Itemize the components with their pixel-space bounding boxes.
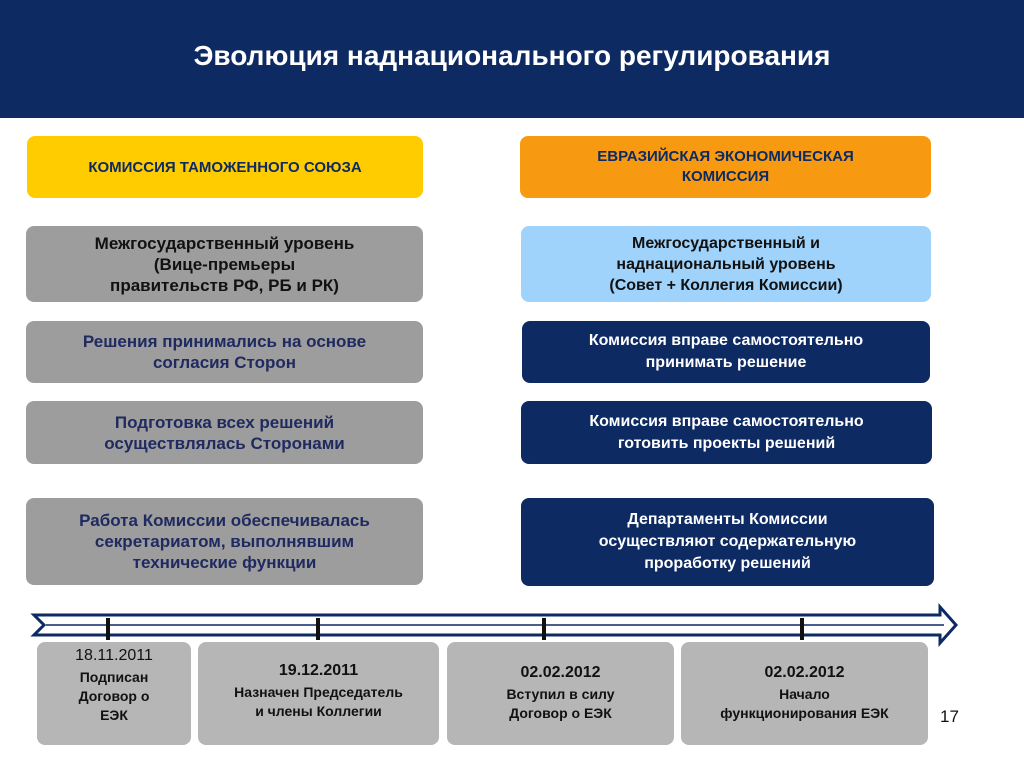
- header-line: ЕВРАЗИЙСКАЯ ЭКОНОМИЧЕСКАЯ: [597, 148, 854, 165]
- text-line: Работа Комиссии обеспечивалась: [79, 511, 370, 530]
- eec-header: [520, 136, 931, 198]
- text-line: наднациональный уровень: [616, 255, 836, 273]
- text-line: Решения принимались на основе: [82, 332, 367, 351]
- text-line: проработку решений: [644, 555, 811, 572]
- text-line: осуществляют содержательную: [598, 533, 857, 550]
- event-date: 02.02.2012: [520, 664, 601, 681]
- left-item-level: [26, 226, 423, 302]
- text-line: Комиссия вправе самостоятельно: [588, 332, 864, 349]
- text-line: технические функции: [132, 553, 317, 572]
- text-line: Комиссия вправе самостоятельно: [589, 412, 864, 430]
- event-text: Вступил в силу: [506, 686, 615, 702]
- event-text: ЕЭК: [100, 707, 128, 723]
- text-line: Департаменты Комиссии: [627, 511, 828, 528]
- text-line: (Вице-премьеры: [153, 254, 296, 274]
- timeline-event: [447, 642, 674, 745]
- left-item-decisions: [26, 321, 423, 383]
- event-date: 19.12.2011: [278, 662, 359, 679]
- right-item-departments: [521, 498, 934, 586]
- left-item-secretariat: [26, 498, 423, 585]
- text-line: Межгосударственный уровень: [94, 233, 355, 253]
- text-line: (Совет + Коллегия Комиссии): [609, 276, 843, 294]
- event-text: Начало: [779, 686, 830, 702]
- timeline-tick: [542, 618, 546, 640]
- left-item-preparation: [26, 401, 423, 464]
- event-text: Назначен Председатель: [234, 684, 403, 700]
- page-number: 17: [940, 707, 959, 726]
- text-line: согласия Сторон: [152, 353, 297, 372]
- header-line: КОМИССИЯ: [681, 168, 770, 185]
- event-text: Договор о: [78, 688, 150, 704]
- event-date: 02.02.2012: [764, 664, 845, 681]
- timeline-event: [198, 642, 439, 745]
- title-bar: [0, 0, 1024, 118]
- text-line: Межгосударственный и: [632, 234, 820, 252]
- timeline-tick: [106, 618, 110, 640]
- right-item-decisions: [522, 321, 930, 383]
- text-line: осуществлялась Сторонами: [104, 433, 345, 453]
- event-date: 18.11.2011: [75, 647, 153, 664]
- event-text: Подписан: [79, 669, 149, 685]
- text-line: готовить проекты решений: [617, 434, 836, 452]
- right-item-level: [521, 226, 931, 302]
- text-line: принимать решение: [645, 354, 807, 371]
- header-label: КОМИССИЯ ТАМОЖЕННОГО СОЮЗА: [88, 158, 362, 176]
- text-line: Подготовка всех решений: [114, 412, 335, 432]
- event-text: и члены Коллегии: [255, 703, 382, 719]
- timeline-tick: [316, 618, 320, 640]
- event-text: Договор о ЕЭК: [509, 705, 612, 721]
- right-item-drafts: [521, 401, 932, 464]
- timeline-event: [681, 642, 928, 745]
- text-line: правительств РФ, РБ и РК): [110, 275, 339, 295]
- slide-title: Эволюция наднационального регулирования: [193, 40, 831, 71]
- timeline-tick: [800, 618, 804, 640]
- timeline-event: [37, 642, 191, 745]
- event-text: функционирования ЕЭК: [720, 705, 889, 721]
- customs-union-commission-header: [27, 136, 423, 198]
- text-line: секретариатом, выполнявшим: [94, 532, 355, 551]
